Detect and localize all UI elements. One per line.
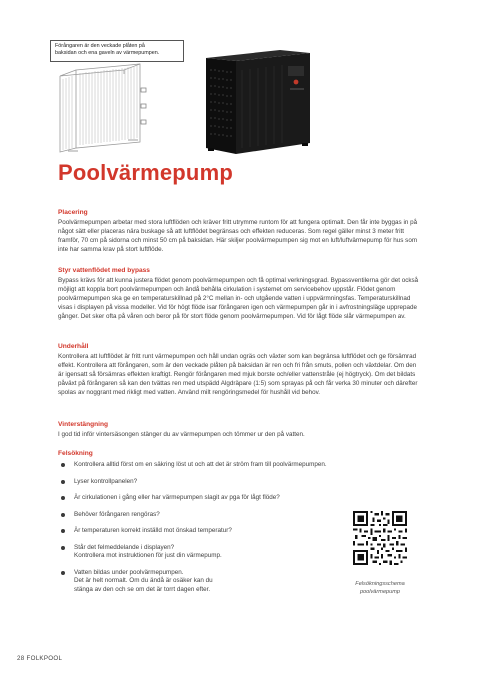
list-item: Kontrollera alltid först om en säkring löst ut och att det är ström fram till poolvärmepumpen. <box>60 461 350 470</box>
qr-caption-line-2: poolvärmepump <box>359 589 401 595</box>
list-item: Lyser kontrollpanelen? <box>60 478 350 487</box>
callout-line-2: baksidan och ena gaveln av värmepumpen. <box>55 50 160 56</box>
list-item: Står det felmeddelande i displayen? Kontrollera mot instruktionen för just din värmepump. <box>60 544 350 561</box>
list-item: Vatten bildas under poolvärmepumpen. Det är helt normalt. Om du ändå är osäker kan du stänga av den och se om det är torrt dagen efter. <box>60 569 350 595</box>
section-text-bypass: Bypass krävs för att kunna justera flödet genom poolvärmepumpen och få optimal verkningsgrad. Bypassventilerna gör det också möjligt att koppla bort poolvärmepumpen och ändå behålla cirkulation i systemet om servicebehov uppstår. Flödet genom poolvärmepumpen ska ge en temperaturskillnad på 2°C mellan in- och utgående vatten i uppvärmningsfas. Temperaturskillnad visas i displayen på vissa modeller. Vid för högt flöde isar förångaren igen och värmepumpen går in i avfrostningsläge upprepade gånger. Det sker ofta på våren och beror på för stort flöde genom poolvärmepumpen. Vid för lågt flöde slår värmepumpen av. <box>58 277 419 320</box>
list-item: Är temperaturen korrekt inställd mot önskad temperatur? <box>60 527 350 536</box>
list-item: Är cirkulationen i gång eller har värmepumpen slagit av pga för lågt flöde? <box>60 494 350 503</box>
bullet-icon <box>61 496 65 500</box>
section-heading-bypass: Styr vattenflödet med bypass <box>58 267 150 274</box>
bullet-icon <box>61 480 65 484</box>
callout-box <box>50 40 184 62</box>
troubleshooting-list <box>60 461 350 594</box>
section-heading-felsokning: Felsökning <box>58 450 93 457</box>
qr-code <box>353 511 407 565</box>
page-footer: 28 FOLKPOOL <box>17 655 63 662</box>
section-text-vinterstangning: I god tid inför vintersäsongen stänger du av värmepumpen och tömmer ur den på vatten. <box>58 431 305 438</box>
section-text-placering: Poolvärmepumpen arbetar med stora luftflöden och kräver fritt utrymme runtom för att fungera optimalt. Den får inte byggas in på något sätt eller placeras nära buskage så att luftflödet begränsas och effekten reduceras. Som regel gäller minst 3 meter fritt framför, 70 cm på sidorna och minst 50 cm på baksidan. Här skiljer poolvärmepumpen sig mot en luft/luftvärmepump för hus som inte har samma krav på stort luftflöde. <box>58 219 418 253</box>
bullet-icon <box>61 571 65 575</box>
heat-pump-outline-illustration <box>60 64 146 152</box>
bullet-icon <box>61 513 65 517</box>
list-item: Behöver förångaren rengöras? <box>60 511 350 520</box>
qr-caption <box>340 580 420 596</box>
section-heading-vinterstangning: Vinterstängning <box>58 421 109 428</box>
page-title: Poolvärmepump <box>58 160 233 185</box>
section-text-underhall: Kontrollera att luftflödet är fritt runt värmepumpen och håll undan ogräs och växter som kan begränsa luftflödet och ge försämrad effekt. Kontrollera att förångaren, som är den veckade plåten på baksidan är ren och fri från smuts, pollen och växtdelar. Om den är igensatt så försämras effekten kraftigt. Rengör förångaren med mjuk borste och/eller vattenstråle (ej högtryck). Om det bildats påväxt på förångaren så kan den tvättas ren med utspädd Algdräpare (1:5) som sprayas på och får verka 30 minuter och därefter spolas av noggrant med rikligt med vatten. Använd milt rengöringsmedel för hushåll vid behov. <box>58 353 418 396</box>
bullet-icon <box>61 546 65 550</box>
heat-pump-product-photo <box>206 50 310 154</box>
bullet-icon <box>61 463 65 467</box>
section-heading-placering: Placering <box>58 209 88 216</box>
section-heading-underhall: Underhåll <box>58 343 89 350</box>
bullet-icon <box>61 529 65 533</box>
qr-caption-line-1: Felsökningsschema <box>355 581 405 587</box>
callout-line-1: Förångaren är den veckade plåten på <box>55 43 145 49</box>
